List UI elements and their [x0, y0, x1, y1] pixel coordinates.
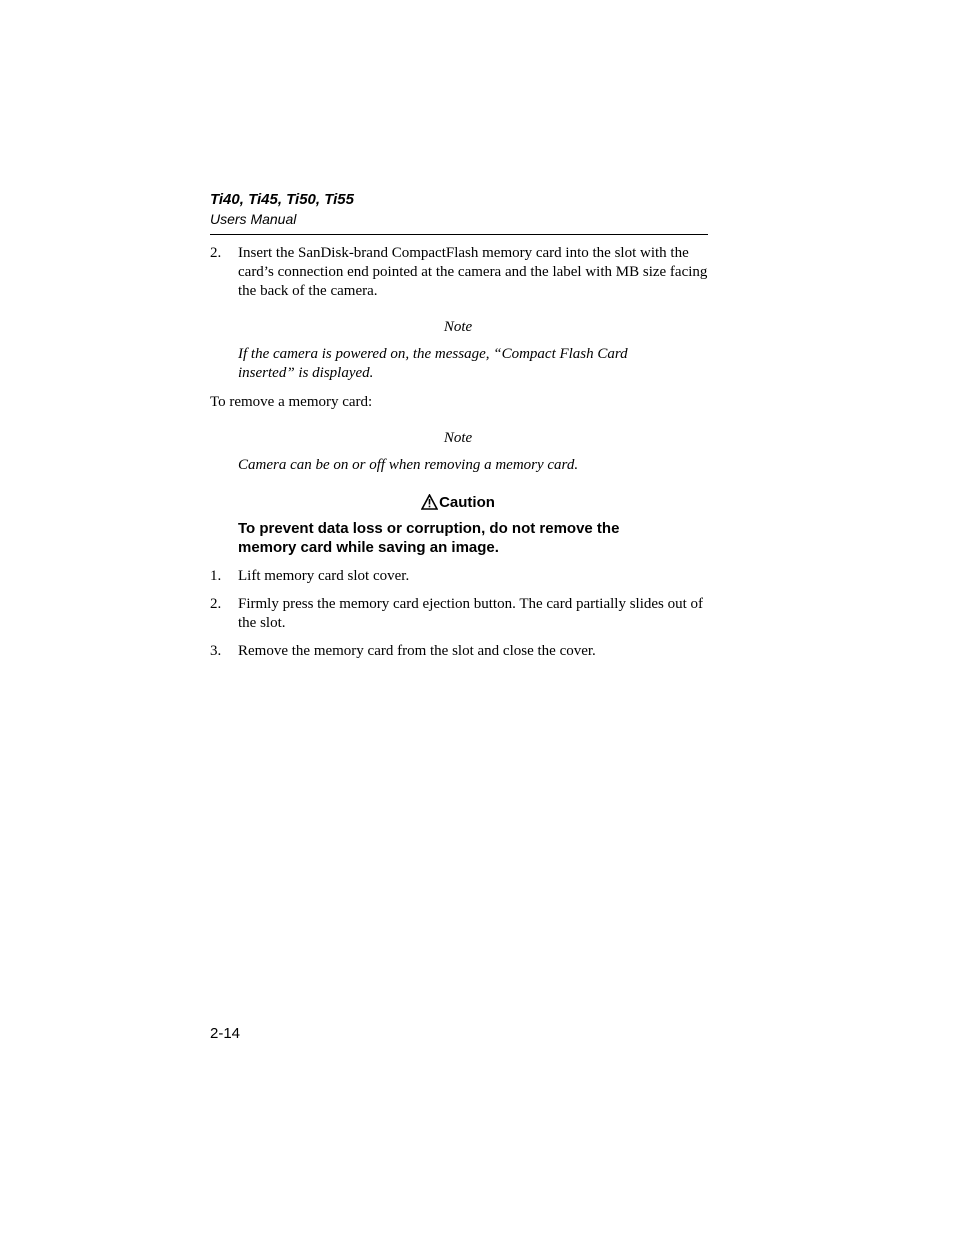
remove-intro: To remove a memory card:: [210, 394, 373, 410]
step-text: Remove the memory card from the slot and close the cover.: [238, 643, 596, 659]
step-text: Lift memory card slot cover.: [238, 568, 410, 584]
note-label: Note: [443, 319, 473, 335]
note-label: Note: [443, 430, 473, 446]
step-number: 3.: [210, 643, 222, 659]
step-number: 2.: [210, 596, 222, 612]
step-text: Firmly press the memory card ejection button. The card partially slides out of the slot.: [238, 596, 704, 631]
step-number: 1.: [210, 568, 222, 584]
note-text: If the camera is powered on, the message, “Compact Flash Card inserted” is displayed.: [238, 346, 628, 381]
caution-heading: [238, 493, 678, 512]
step-text: Insert the SanDisk-brand CompactFlash memory card into the slot with the card’s connection end pointed at the camera and the label with MB size facing the back of the camera.: [238, 245, 708, 299]
header-divider: [210, 234, 708, 235]
manual-subtitle: Users Manual: [210, 211, 297, 227]
warning-triangle-icon: [421, 494, 438, 510]
caution-text: To prevent data loss or corruption, do not remove the memory card while saving an image.: [238, 520, 620, 556]
step-number: 2.: [210, 245, 222, 261]
page-number: 2-14: [210, 1025, 241, 1042]
manual-title: Ti40, Ti45, Ti50, Ti55: [210, 191, 354, 208]
caution-title: Caution: [439, 494, 495, 511]
note-text: Camera can be on or off when removing a memory card.: [238, 457, 579, 473]
